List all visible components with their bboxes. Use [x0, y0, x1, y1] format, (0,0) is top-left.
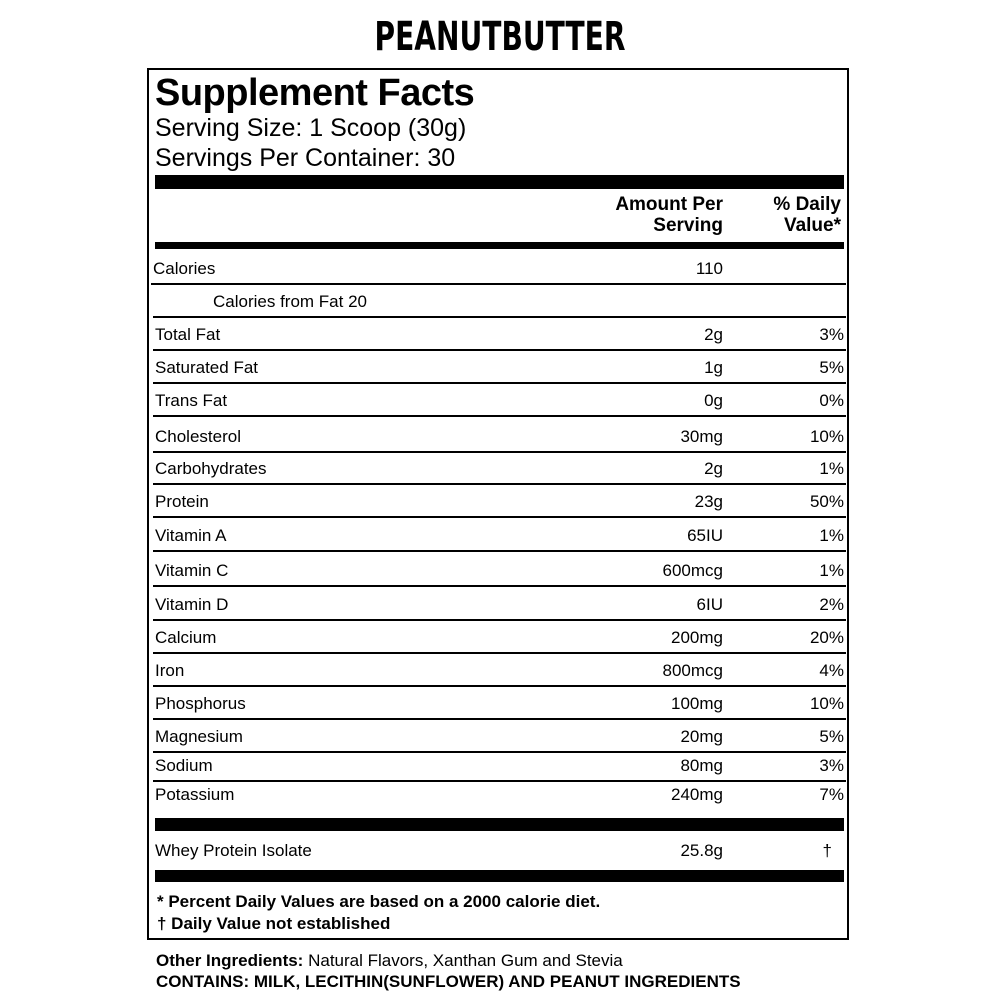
- nutrient-amount: 800mcg: [662, 661, 723, 680]
- table-row: [153, 485, 846, 518]
- supplement-facts-panel: [147, 68, 849, 940]
- table-row: [153, 384, 846, 417]
- table-row: [153, 554, 846, 587]
- nutrient-name: Magnesium: [155, 727, 243, 746]
- nutrient-amount: 0g: [704, 391, 723, 410]
- nutrient-name: Vitamin C: [155, 561, 229, 580]
- nutrient-name: Trans Fat: [155, 391, 228, 410]
- nutrient-amount: 23g: [694, 492, 723, 511]
- nutrient-name: Carbohydrates: [155, 459, 267, 478]
- dv-header-line-2: Value*: [783, 215, 841, 236]
- table-row: [153, 687, 846, 720]
- contains-allergens: CONTAINS: MILK, LECITHIN(SUNFLOWER) AND PEANUT INGREDIENTS: [156, 972, 741, 991]
- amount-header-line-1: Amount Per: [615, 194, 723, 215]
- nutrient-name: Total Fat: [155, 325, 221, 344]
- blend-amount: 25.8g: [680, 841, 723, 860]
- panel-heading: Supplement Facts: [155, 72, 475, 114]
- table-row: [153, 621, 846, 654]
- table-row: [153, 318, 846, 351]
- nutrient-name: Saturated Fat: [155, 358, 259, 377]
- nutrient-amount: 2g: [704, 325, 723, 344]
- nutrient-daily-value: 0%: [819, 391, 844, 410]
- dv-header-line-1: % Daily: [773, 194, 841, 215]
- nutrient-daily-value: 20%: [809, 628, 844, 647]
- other-ingredients: [156, 951, 623, 971]
- table-row: [153, 778, 846, 811]
- table-row: [153, 654, 846, 687]
- table-row: [151, 252, 846, 285]
- nutrient-name: Cholesterol: [155, 427, 241, 446]
- nutrient-daily-value: 5%: [819, 727, 844, 746]
- other-ingredients-label: Other Ingredients:: [156, 951, 304, 970]
- nutrient-daily-value: 50%: [809, 492, 844, 511]
- blend-dv: †: [822, 841, 832, 860]
- blend-row: [153, 834, 846, 867]
- nutrient-amount: 100mg: [671, 694, 723, 713]
- nutrient-name: Calories: [153, 259, 216, 278]
- table-row: [153, 588, 846, 621]
- table-row: [153, 351, 846, 384]
- nutrient-amount: 200mg: [671, 628, 723, 647]
- footnote-dagger: † Daily Value not established: [157, 914, 391, 933]
- nutrient-daily-value: 4%: [819, 661, 844, 680]
- product-title: PEANUTBUTTER: [374, 14, 626, 60]
- nutrient-name: Protein: [155, 492, 209, 511]
- nutrient-amount: 30mg: [680, 427, 723, 446]
- nutrient-amount: 240mg: [671, 785, 723, 804]
- nutrient-amount: 20mg: [680, 727, 723, 746]
- thick-divider-3: [155, 870, 844, 882]
- servings-per-container: Servings Per Container: 30: [155, 144, 456, 172]
- nutrient-daily-value: 10%: [809, 427, 844, 446]
- nutrient-amount: 600mcg: [662, 561, 723, 580]
- nutrient-amount: 110: [695, 259, 723, 278]
- nutrient-name: Iron: [155, 661, 185, 680]
- nutrient-amount: 80mg: [680, 756, 723, 775]
- amount-per-serving-header: [615, 194, 723, 236]
- nutrient-amount: 2g: [704, 459, 723, 478]
- nutrient-name: Calories from Fat 20: [213, 292, 367, 311]
- nutrient-daily-value: 1%: [819, 459, 844, 478]
- nutrient-name: Phosphorus: [155, 694, 246, 713]
- table-row: [153, 452, 846, 485]
- amount-header-line-2: Serving: [653, 215, 723, 236]
- daily-value-header: [773, 194, 841, 236]
- footnote-daily-values: * Percent Daily Values are based on a 2000 calorie diet.: [157, 892, 601, 911]
- serving-size: Serving Size: 1 Scoop (30g): [155, 114, 467, 142]
- nutrient-daily-value: 3%: [819, 756, 844, 775]
- thick-divider: [155, 175, 844, 189]
- nutrient-amount: 65IU: [687, 526, 723, 545]
- nutrient-name: Vitamin A: [155, 526, 227, 545]
- table-row: [153, 420, 846, 453]
- nutrient-name: Potassium: [155, 785, 235, 804]
- other-ingredients-text: Natural Flavors, Xanthan Gum and Stevia: [303, 951, 623, 970]
- thick-divider-2: [155, 818, 844, 831]
- nutrient-daily-value: 10%: [809, 694, 844, 713]
- nutrient-daily-value: 7%: [819, 785, 844, 804]
- nutrient-daily-value: 1%: [819, 561, 844, 580]
- nutrient-daily-value: 5%: [819, 358, 844, 377]
- nutrient-daily-value: 1%: [819, 526, 844, 545]
- nutrient-name: Vitamin D: [155, 595, 229, 614]
- nutrient-amount: 6IU: [696, 595, 723, 614]
- medium-divider: [155, 242, 844, 249]
- nutrient-daily-value: 3%: [819, 325, 844, 344]
- nutrient-name: Calcium: [155, 628, 217, 647]
- table-row: [153, 285, 846, 318]
- blend-name: Whey Protein Isolate: [155, 841, 312, 860]
- nutrient-amount: 1g: [704, 358, 723, 377]
- nutrient-name: Sodium: [155, 756, 213, 775]
- nutrient-daily-value: 2%: [819, 595, 844, 614]
- table-row: [153, 519, 846, 552]
